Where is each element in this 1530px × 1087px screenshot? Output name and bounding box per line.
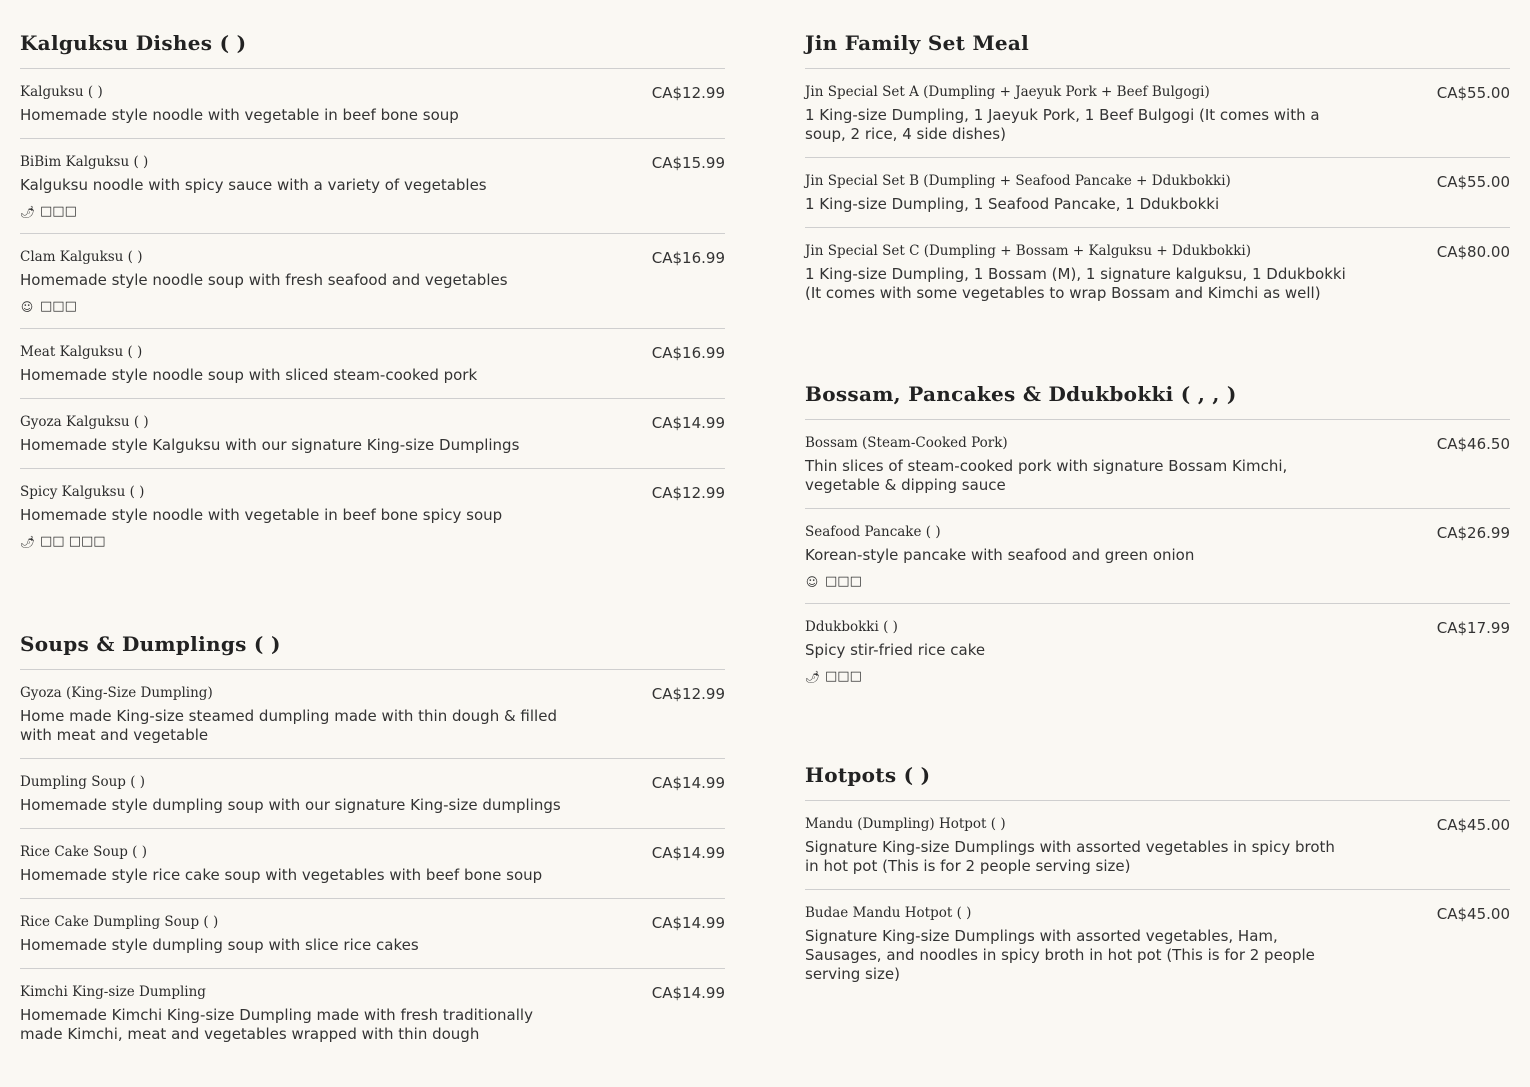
menu-item[interactable]	[805, 420, 1510, 509]
item-price: CA$55.00	[1436, 84, 1510, 102]
item-price: CA$45.00	[1436, 816, 1510, 834]
item-price: CA$55.00	[1436, 173, 1510, 191]
item-description: Kalguksu noodle with spicy sauce with a variety of vegetables	[20, 176, 487, 194]
menu-item[interactable]	[20, 759, 725, 829]
item-description: Signature King-size Dumplings with assorted vegetables in spicy broth in hot pot (This is for 2 people serving size)	[805, 838, 1335, 875]
item-description: Thin slices of steam-cooked pork with signature Bossam Kimchi, vegetable & dipping sauce	[805, 457, 1288, 494]
item-description: 1 King-size Dumpling, 1 Bossam (M), 1 signature kalguksu, 1 Ddukbokki (It comes with some vegetables to wrap Bossam and Kimchi as well)	[805, 265, 1346, 302]
section-title: Jin Family Set Meal	[805, 0, 1510, 69]
item-description: Korean-style pancake with seafood and green onion	[805, 546, 1195, 564]
section-title: Hotpots ( )	[805, 732, 1510, 801]
item-name: Meat Kalguksu ( )	[20, 344, 143, 360]
section-title: Soups & Dumplings ( )	[20, 601, 725, 670]
section-title: Kalguksu Dishes ( )	[20, 0, 725, 69]
spicy-icon: 🌶	[805, 670, 821, 684]
item-name: Dumpling Soup ( )	[20, 774, 146, 790]
section-spacer	[805, 316, 1510, 351]
menu-item[interactable]	[20, 399, 725, 469]
tag-label: □□□	[40, 299, 77, 314]
item-price: CA$14.99	[651, 914, 725, 932]
item-name: Seafood Pancake ( )	[805, 524, 941, 540]
item-price: CA$80.00	[1436, 243, 1510, 261]
tag-label: □□□	[825, 669, 862, 684]
menu-item[interactable]	[20, 139, 725, 234]
menu-item[interactable]	[805, 509, 1510, 604]
item-description: Homemade style noodle soup with fresh seafood and vegetables	[20, 271, 508, 289]
item-tags	[20, 204, 725, 220]
menu-item[interactable]	[20, 969, 725, 1057]
popular-icon: ☺	[20, 300, 34, 314]
menu-item[interactable]	[20, 829, 725, 899]
menu-item[interactable]	[805, 890, 1510, 997]
item-price: CA$14.99	[651, 844, 725, 862]
item-name: Gyoza (King-Size Dumpling)	[20, 685, 213, 701]
item-description: 1 King-size Dumpling, 1 Seafood Pancake, 1 Ddukbokki	[805, 195, 1220, 213]
item-name: Bossam (Steam-Cooked Pork)	[805, 435, 1008, 451]
menu-item[interactable]	[805, 158, 1510, 228]
item-name: Kimchi King-size Dumpling	[20, 984, 206, 1000]
item-description: Homemade style noodle with vegetable in beef bone soup	[20, 106, 459, 124]
tag-label: □□□	[40, 204, 77, 219]
item-name: Jin Special Set A (Dumpling + Jaeyuk Pork + Beef Bulgogi)	[805, 84, 1210, 100]
item-tags	[20, 299, 725, 315]
item-name: Rice Cake Dumpling Soup ( )	[20, 914, 219, 930]
item-price: CA$17.99	[1436, 619, 1510, 637]
item-price: CA$12.99	[651, 685, 725, 703]
menu-item[interactable]	[20, 469, 725, 563]
menu-item[interactable]	[805, 801, 1510, 890]
item-tags	[805, 669, 1510, 685]
item-name: Jin Special Set C (Dumpling + Bossam + Kalguksu + Ddukbokki)	[805, 243, 1251, 259]
item-name: BiBim Kalguksu ( )	[20, 154, 149, 170]
item-name: Kalguksu ( )	[20, 84, 103, 100]
item-name: Ddukbokki ( )	[805, 619, 898, 635]
menu-item[interactable]	[20, 69, 725, 139]
section-soups-dumplings	[20, 601, 725, 1057]
item-price: CA$12.99	[651, 484, 725, 502]
item-price: CA$14.99	[651, 774, 725, 792]
menu-item[interactable]	[805, 604, 1510, 698]
item-price: CA$45.00	[1436, 905, 1510, 923]
menu-item[interactable]	[20, 234, 725, 329]
tag-label: □□ □□□	[40, 534, 106, 549]
item-price: CA$16.99	[651, 249, 725, 267]
item-price: CA$16.99	[651, 344, 725, 362]
item-price: CA$46.50	[1436, 435, 1510, 453]
menu-item[interactable]	[805, 228, 1510, 316]
item-description: Homemade style dumpling soup with our signature King-size dumplings	[20, 796, 561, 814]
menu-item[interactable]	[20, 899, 725, 969]
item-name: Rice Cake Soup ( )	[20, 844, 147, 860]
menu-item[interactable]	[805, 69, 1510, 158]
item-name: Clam Kalguksu ( )	[20, 249, 143, 265]
item-name: Spicy Kalguksu ( )	[20, 484, 145, 500]
item-name: Budae Mandu Hotpot ( )	[805, 905, 972, 921]
item-description: Homemade Kimchi King-size Dumpling made with fresh traditionally made Kimchi, meat and vegetables wrapped with thin dough	[20, 1006, 533, 1043]
item-tags	[805, 574, 1510, 590]
item-description: 1 King-size Dumpling, 1 Jaeyuk Pork, 1 Beef Bulgogi (It comes with a soup, 2 rice, 4 side dishes)	[805, 106, 1320, 143]
section-kalguksu-dishes	[20, 0, 725, 563]
item-price: CA$26.99	[1436, 524, 1510, 542]
section-jin-family-set-meal	[805, 0, 1510, 316]
item-description: Spicy stir-fried rice cake	[805, 641, 986, 659]
section-hotpots	[805, 732, 1510, 997]
popular-icon: ☺	[805, 575, 819, 589]
item-description: Homemade style noodle soup with sliced steam-cooked pork	[20, 366, 478, 384]
item-description: Homemade style dumpling soup with slice rice cakes	[20, 936, 419, 954]
item-price: CA$14.99	[651, 414, 725, 432]
section-bossam-pancakes-ddukbokki	[805, 351, 1510, 698]
section-spacer	[805, 698, 1510, 732]
item-description: Home made King-size steamed dumpling made with thin dough & filled with meat and vegetable	[20, 707, 557, 744]
item-name: Gyoza Kalguksu ( )	[20, 414, 149, 430]
item-price: CA$15.99	[651, 154, 725, 172]
section-spacer	[20, 563, 725, 601]
tag-label: □□□	[825, 574, 862, 589]
section-title: Bossam, Pancakes & Ddukbokki ( , , )	[805, 351, 1510, 420]
item-name: Mandu (Dumpling) Hotpot ( )	[805, 816, 1006, 832]
item-description: Homemade style rice cake soup with vegetables with beef bone soup	[20, 866, 543, 884]
menu-item[interactable]	[20, 329, 725, 399]
item-price: CA$12.99	[651, 84, 725, 102]
item-name: Jin Special Set B (Dumpling + Seafood Pancake + Ddukbokki)	[805, 173, 1231, 189]
item-description: Signature King-size Dumplings with assorted vegetables, Ham, Sausages, and noodles in spicy broth in hot pot (This is for 2 people serving size)	[805, 927, 1315, 983]
right-menu-column	[805, 0, 1510, 997]
item-tags	[20, 534, 725, 550]
item-price: CA$14.99	[651, 984, 725, 1002]
left-menu-column	[20, 0, 725, 1057]
menu-item[interactable]	[20, 670, 725, 759]
item-description: Homemade style noodle with vegetable in beef bone spicy soup	[20, 506, 503, 524]
spicy-icon: 🌶	[20, 535, 36, 549]
spicy-icon: 🌶	[20, 205, 36, 219]
item-description: Homemade style Kalguksu with our signature King-size Dumplings	[20, 436, 520, 454]
